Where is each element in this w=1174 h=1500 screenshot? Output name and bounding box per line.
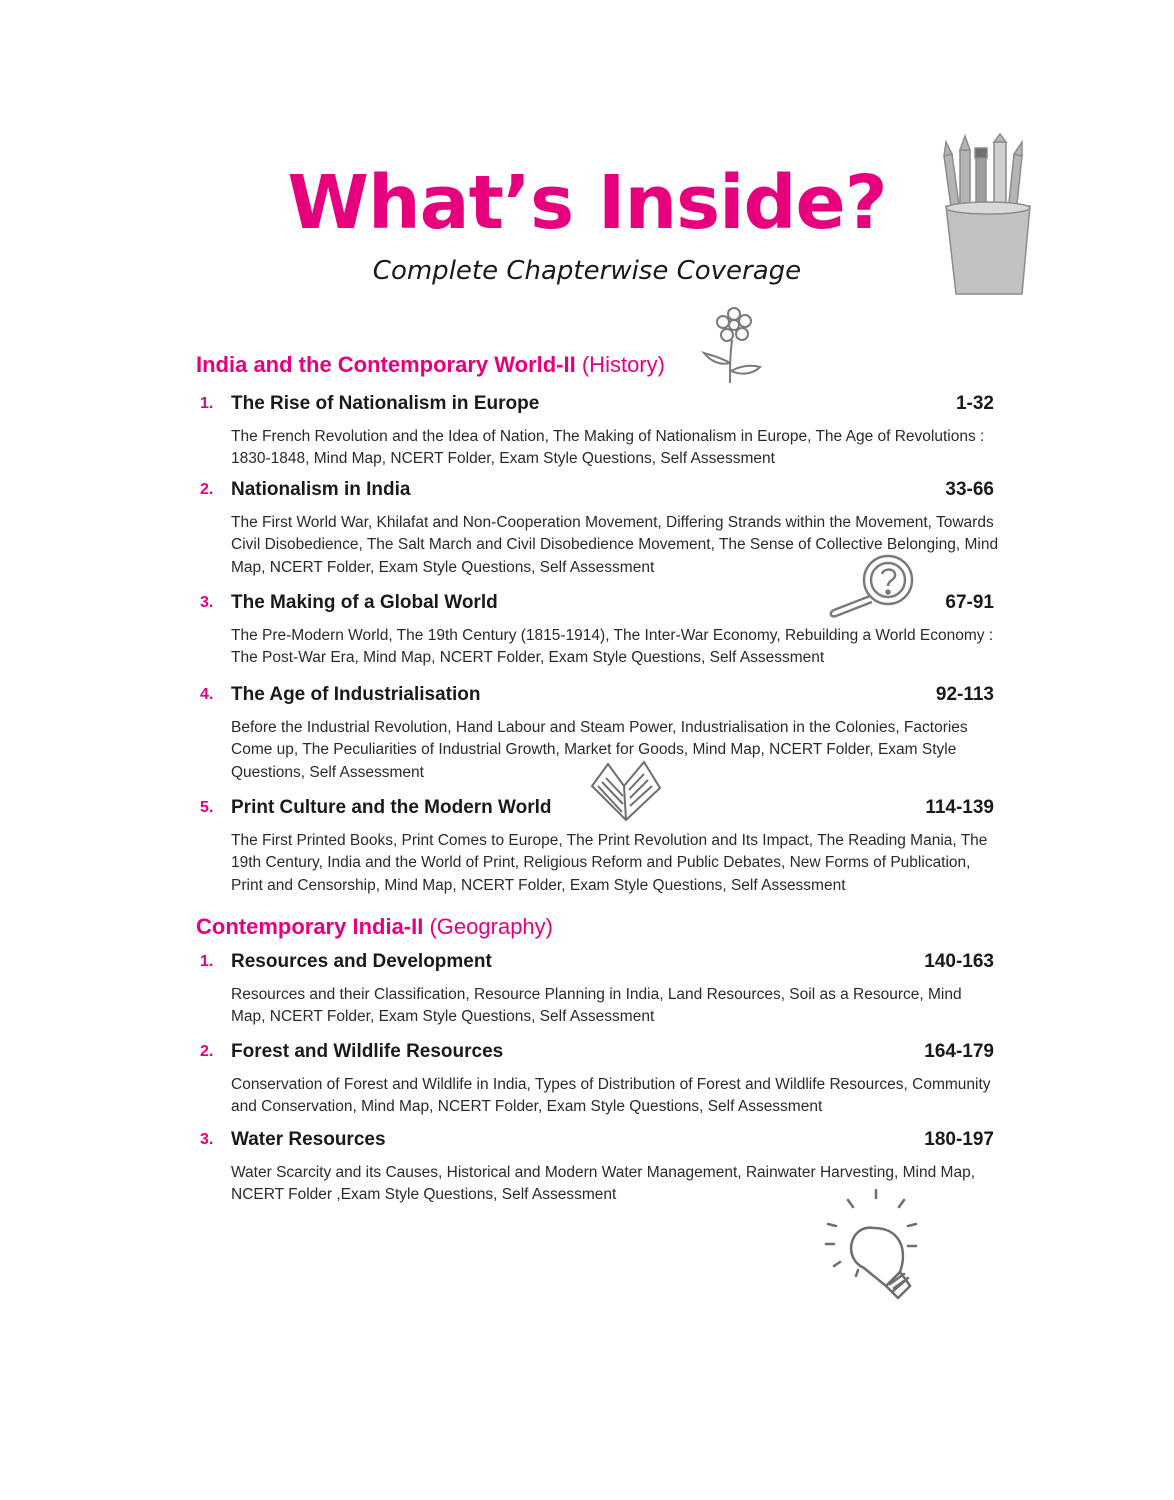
chapter-entry (196, 393, 996, 471)
section-subject: (History) (581, 352, 665, 377)
chapter-number: 3. (200, 594, 214, 611)
chapter-topics: Before the Industrial Revolution, Hand Labour and Steam Power, Industrialisation in the Colonies, Factories Come up, The Peculiarities of Industrial Growth, Market for Goods, Mind Map, NCERT Folder, Exam Style Questions, Self Assessment (231, 719, 968, 781)
chapter-pages: 164-179 (924, 1041, 994, 1062)
pencil-cup-icon (938, 132, 1038, 298)
chapter-pages: 67-91 (945, 592, 994, 613)
page-title: What’s Inside? (287, 160, 887, 246)
chapter-title: The Rise of Nationalism in Europe (231, 393, 540, 414)
chapter-title: The Age of Industrialisation (231, 684, 481, 705)
chapter-topics: Conservation of Forest and Wildlife in India, Types of Distribution of Forest and Wildlife Resources, Community and Conservation, Mind Map, NCERT Folder, Exam Style Questions, Self Assessment (231, 1076, 991, 1116)
chapter-topics: Resources and their Classification, Resource Planning in India, Land Resources, Soil as a Resource, Mind Map, NCERT Folder, Exam Style Questions, Self Assessment (231, 986, 962, 1026)
chapter-number: 5. (200, 799, 214, 816)
chapter-number: 2. (200, 1043, 214, 1060)
chapter-pages: 114-139 (925, 797, 994, 818)
chapter-number: 1. (200, 953, 214, 970)
section-subject: (Geography) (429, 914, 553, 939)
chapter-number: 2. (200, 481, 214, 498)
chapter-title: The Making of a Global World (231, 592, 498, 613)
chapter-topics: The Pre-Modern World, The 19th Century (1815-1914), The Inter-War Economy, Rebuilding a World Economy : The Post-War Era, Mind Map, NCERT Folder, Exam Style Questions, Self Assessment (231, 627, 994, 667)
chapter-topics: The First World War, Khilafat and Non-Cooperation Movement, Differing Strands within the Movement, Towards Civil Disobedience, The Salt March and Civil Disobedience Movement, The Sense of Collective Belonging, Mind Map, NCERT Folder, Exam Style Questions, Self Assessment (231, 514, 999, 576)
chapter-topics: The First Printed Books, Print Comes to Europe, The Print Revolution and Its Impact, The Reading Mania, The 19th Century, India and the World of Print, Religious Reform and Public Debates, New Forms of Publication, Print and Censorship, Mind Map, NCERT Folder, Exam Style Questions, Self Assessment (231, 832, 988, 894)
chapter-topics: Water Scarcity and its Causes, Historical and Modern Water Management, Rainwater Harvesting, Mind Map, NCERT Folder ,Exam Style Questions, Self Assessment (231, 1164, 976, 1204)
chapter-title: Water Resources (231, 1129, 386, 1150)
chapter-title: Resources and Development (231, 951, 492, 972)
chapter-title: Print Culture and the Modern World (231, 797, 552, 818)
chapter-pages: 140-163 (924, 951, 994, 972)
chapter-entry (196, 592, 996, 670)
chapter-entry (196, 951, 996, 1029)
chapter-title: Nationalism in India (231, 479, 411, 500)
chapter-entry (196, 1041, 996, 1119)
chapter-pages: 33-66 (945, 479, 994, 500)
chapter-number: 4. (200, 686, 214, 703)
section-title: India and the Contemporary World-II (196, 352, 576, 377)
page-subtitle: Complete Chapterwise Coverage (372, 256, 802, 286)
flower-icon (700, 305, 764, 387)
chapter-pages: 1-32 (955, 393, 994, 414)
chapter-pages: 180-197 (924, 1129, 994, 1150)
light-bulb-icon (820, 1188, 926, 1300)
chapter-entry (196, 797, 996, 897)
section-heading-geography (196, 914, 553, 940)
chapter-pages: 92-113 (935, 684, 994, 705)
section-title: Contemporary India-II (196, 914, 424, 939)
chapter-title: Forest and Wildlife Resources (231, 1041, 504, 1062)
chapter-number: 1. (200, 395, 214, 412)
section-heading-history (196, 352, 665, 378)
chapter-topics: The French Revolution and the Idea of Nation, The Making of Nationalism in Europe, The Age of Revolutions : 1830-1848, Mind Map, NCERT Folder, Exam Style Questions, Self Assessment (231, 428, 985, 468)
chapter-number: 3. (200, 1131, 214, 1148)
